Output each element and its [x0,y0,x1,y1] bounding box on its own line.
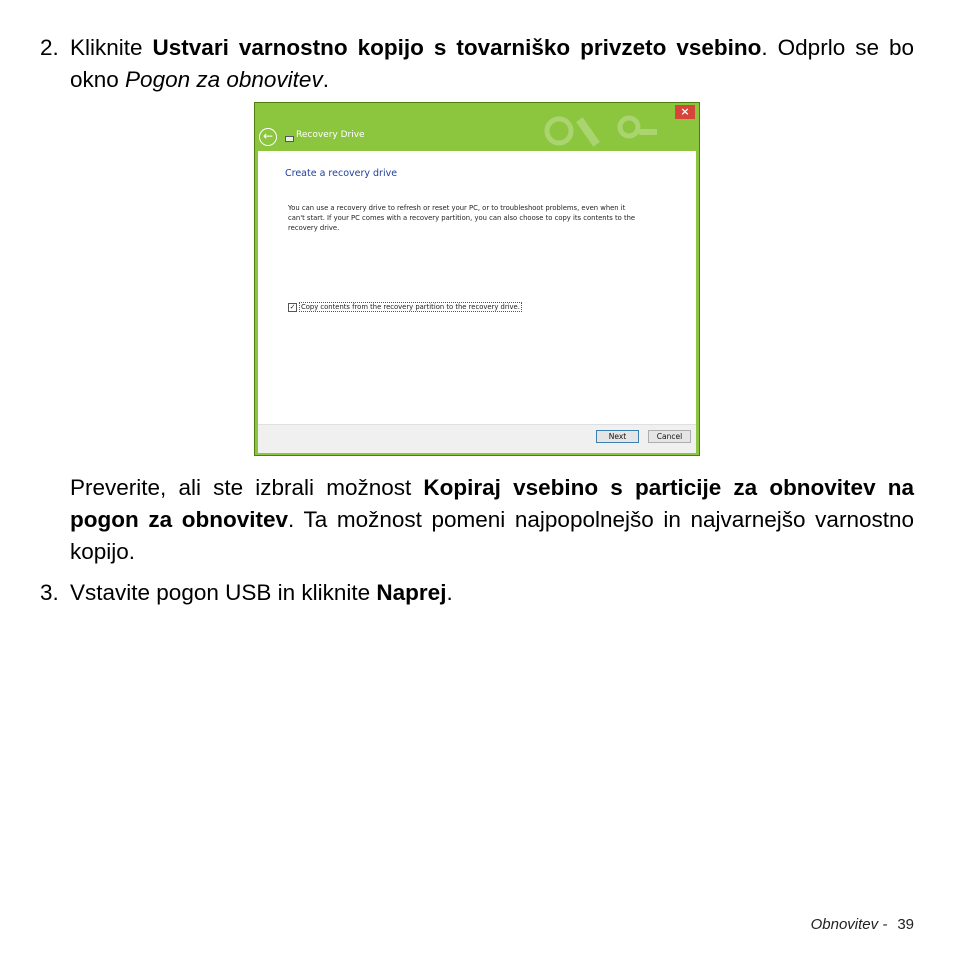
drive-icon [285,136,294,142]
window-title: Recovery Drive [296,130,365,140]
checkbox-checked-icon[interactable]: ✓ [289,302,296,311]
cancel-button[interactable]: Cancel [648,430,691,443]
window-titlebar [255,103,699,153]
step-3-number: 3. [40,580,59,605]
window-content [258,151,696,453]
dialog-description: You can use a recovery drive to refresh or reset your PC, or to troubleshoot problems, even when it can't start. If your PC comes with a recovery partition, you can also choose to copy its contents to the recovery drive. [288,204,636,232]
recovery-drive-screenshot [254,102,700,456]
note-text: Preverite, ali ste izbrali možnost Kopiraj vsebino s particije za obnovitev na pogon za obnovitev. Ta možnost pomeni najpopolnejšo in najvarnejšo varnostno kopijo. [70,475,914,564]
dialog-footer [258,424,696,453]
page-number: 39 [897,916,914,933]
step-2 [40,32,914,96]
dialog-heading: Create a recovery drive [285,168,398,179]
page-footer [811,916,914,933]
checkbox-label: Copy contents from the recovery partition to the recovery drive. [301,303,520,311]
step-2-number: 2. [40,35,59,60]
step-3-action: Naprej [376,580,447,605]
close-button[interactable]: × [675,105,695,119]
step-3 [40,577,914,609]
step-2-text: Kliknite Ustvari varnostno kopijo s tovarniško privzeto vsebino. Odprlo se bo okno Pogon za obnovitev. [70,35,914,92]
window-name: Pogon za obnovitev [125,67,323,92]
footer-section: Obnovitev - [810,916,888,933]
step-3-text: Vstavite pogon USB in kliknite Naprej. [70,580,453,605]
back-arrow-icon[interactable]: ← [259,128,277,146]
step-2-action: Ustvari varnostno kopijo s tovarniško privzeto vsebino [152,35,762,60]
next-button[interactable]: Next [596,430,639,443]
copy-contents-option[interactable] [288,302,522,312]
tools-decoration-icon [539,109,659,149]
note-paragraph [40,472,914,568]
note-option: Kopiraj vsebino s particije za obnovitev na pogon za obnovitev [70,475,914,532]
